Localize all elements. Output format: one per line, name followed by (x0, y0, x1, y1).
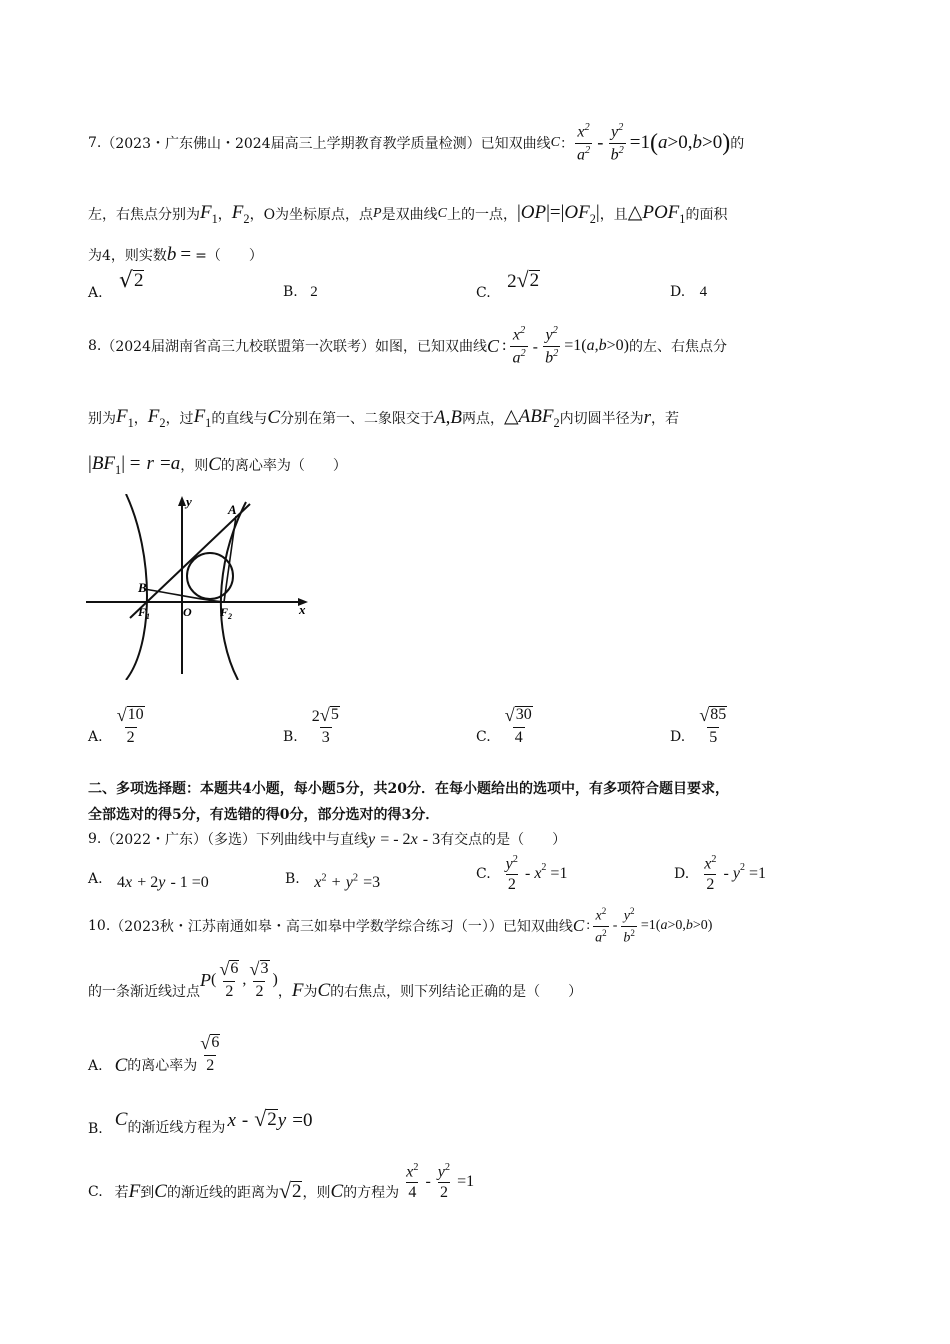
q7-stem: 已知双曲线 (480, 136, 551, 152)
label-a: A (228, 502, 237, 517)
q8-figure (86, 494, 318, 680)
q7-triangle: $\triangle POF_1$ (627, 202, 686, 226)
q7-line1: 7. （2023・广东佛山・2024届高三上学期教育教学质量检测） 已知双曲线 C ： $\frac{x^2}{a^2}$ - $\frac{y^2}{b^2}$ =1 ( a >0, b >0 ) 的 (88, 122, 745, 163)
q9-options (88, 852, 808, 896)
y-axis-arrow (178, 496, 186, 506)
q8-hyperbola-equation: C : $\frac{x^2}{a^2}$ - $\frac{y^2}{b^2}$ =1( a , b >0) (487, 325, 629, 366)
q10-option-b[interactable]: B. C 的渐近线方程为 x - √ 2 y =0 (88, 1106, 313, 1137)
q7-hyperbola-equation: $\frac{x^2}{a^2}$ - $\frac{y^2}{b^2}$ =1 ( a >0, b >0 ) (576, 122, 731, 163)
q8-option-d[interactable]: D. √ 85 5 (670, 705, 727, 746)
label-f2: F (220, 605, 229, 619)
label-f1-sub: 1 (146, 612, 150, 621)
q8-option-b[interactable]: B. 2 √ 5 3 (283, 705, 339, 746)
q7-option-b[interactable]: B. 2 (283, 284, 318, 300)
q8-line3: $|BF_1| = r =a$ ，则 C 的离心率为（ ） (88, 453, 347, 477)
q9-option-b[interactable]: B. $x^2 + y^2 =3$ (285, 871, 381, 891)
q7-number: 7. (88, 135, 102, 151)
q7-source: （2023・广东佛山・2024届高三上学期教育教学质量检测） (101, 136, 481, 152)
section2-heading-line1: 二、多项选择题：本题共4小题，每小题5分，共20分．在每小题给出的选项中，有多项符合题目要求， (88, 781, 729, 797)
label-b: B (138, 580, 147, 595)
q8-options (88, 700, 808, 756)
label-f1: F (138, 605, 147, 619)
q10-line1: 10. （2023秋・江苏南通如皋・高三如皋中学数学综合练习（一））已知双曲线 C : $\frac{x^2}{a^2}$ - $\frac{y^2}{b^2}$ =1( a >0, b >0) (88, 905, 713, 946)
q8-option-c[interactable]: C. √ 30 4 (476, 705, 532, 746)
q9-option-a[interactable]: A. 4x + 2y - 1 =0 (88, 871, 209, 891)
label-y: y (186, 494, 192, 509)
q7-option-c[interactable]: C. 2 √ 2 (476, 268, 540, 301)
q9-line1: 9. （2022・广东）（多选）下列曲线中与直线 y = - 2x - 3 有交点的是（ ） (88, 831, 567, 848)
q7-f1: $F_1$ (200, 201, 218, 226)
segment-b-f2 (144, 589, 224, 602)
q10-option-a[interactable]: A. C 的离心率为 √ 6 2 (88, 1033, 220, 1076)
q10-option-c[interactable]: C. 若 F 到 C 的渐近线的距离为 √ 2 ，则 C 的方程为 $\frac{x^2}{4}$ - $\frac{y^2}{2}$ =1 (88, 1161, 475, 1204)
q7-line2: 左，右焦点分别为 $F_1$ ， $F_2$ ， O为坐标原点，点 P 是双曲线 C 上的一点， $|OP|=|OF_2|$ ，且 $\triangle POF_1$ 的面积 (88, 201, 728, 226)
q8-line1: 8. （2024届湖南省高三九校联盟第一次联考） 如图，已知双曲线 C : $\frac{x^2}{a^2}$ - $\frac{y^2}{b^2}$ =1( a , b >0) 的左、右焦点分 (88, 325, 727, 366)
q9-option-d[interactable]: D. $\frac{x^2}{2}$ - y $^2$ =1 (674, 853, 766, 894)
label-f2-sub: 2 (228, 612, 232, 621)
label-x: x (299, 602, 306, 617)
q7-options (88, 268, 808, 302)
q7-f2: $F_2$ (231, 201, 250, 226)
q7-op-equation: $|OP|=|OF_2|$ (516, 202, 600, 226)
q7-option-d[interactable]: D. 4 (670, 284, 708, 300)
line-f1-a (130, 504, 250, 618)
q9-line-equation: y = - 2x - 3 (368, 831, 441, 848)
q10-point-p: P ( √ 6 2 , √ 3 2 ) (200, 959, 278, 1000)
q8-option-a[interactable]: A. √ 10 2 (88, 705, 144, 746)
q7-curve-name: C (550, 135, 560, 150)
section2-heading-line2: 全部选对的得5分，有选错的得0分，部分选对的得3分． (88, 807, 440, 823)
q9-option-c[interactable]: C. $\frac{y^2}{2}$ - x $^2$ =1 (476, 853, 568, 894)
q7-line3: 为4，则实数 b = =（ ） (88, 244, 263, 265)
q10-line2: 的一条渐近线过点 P ( √ 6 2 , √ 3 2 ) ， F 为 C 的右焦点，则下列结论正确的是（ ） (88, 959, 583, 1001)
q10-hyperbola-equation: C : $\frac{x^2}{a^2}$ - $\frac{y^2}{b^2}$ =1( a >0, b >0) (572, 905, 713, 946)
q7-option-a[interactable]: A. √ 2 (88, 268, 144, 301)
label-o: O (183, 605, 192, 619)
q8-line2: 别为 $F_1$ ， $F_2$ ，过 $F_1$ 的直线与 C 分别在第一、二象限交于 A , B 两点， $\triangle ABF_2$ 内切圆半径为 r ，若 (88, 405, 680, 430)
q8-condition: $|BF_1| = r =a$ (88, 453, 181, 477)
q7-tail: 的 (730, 136, 745, 152)
